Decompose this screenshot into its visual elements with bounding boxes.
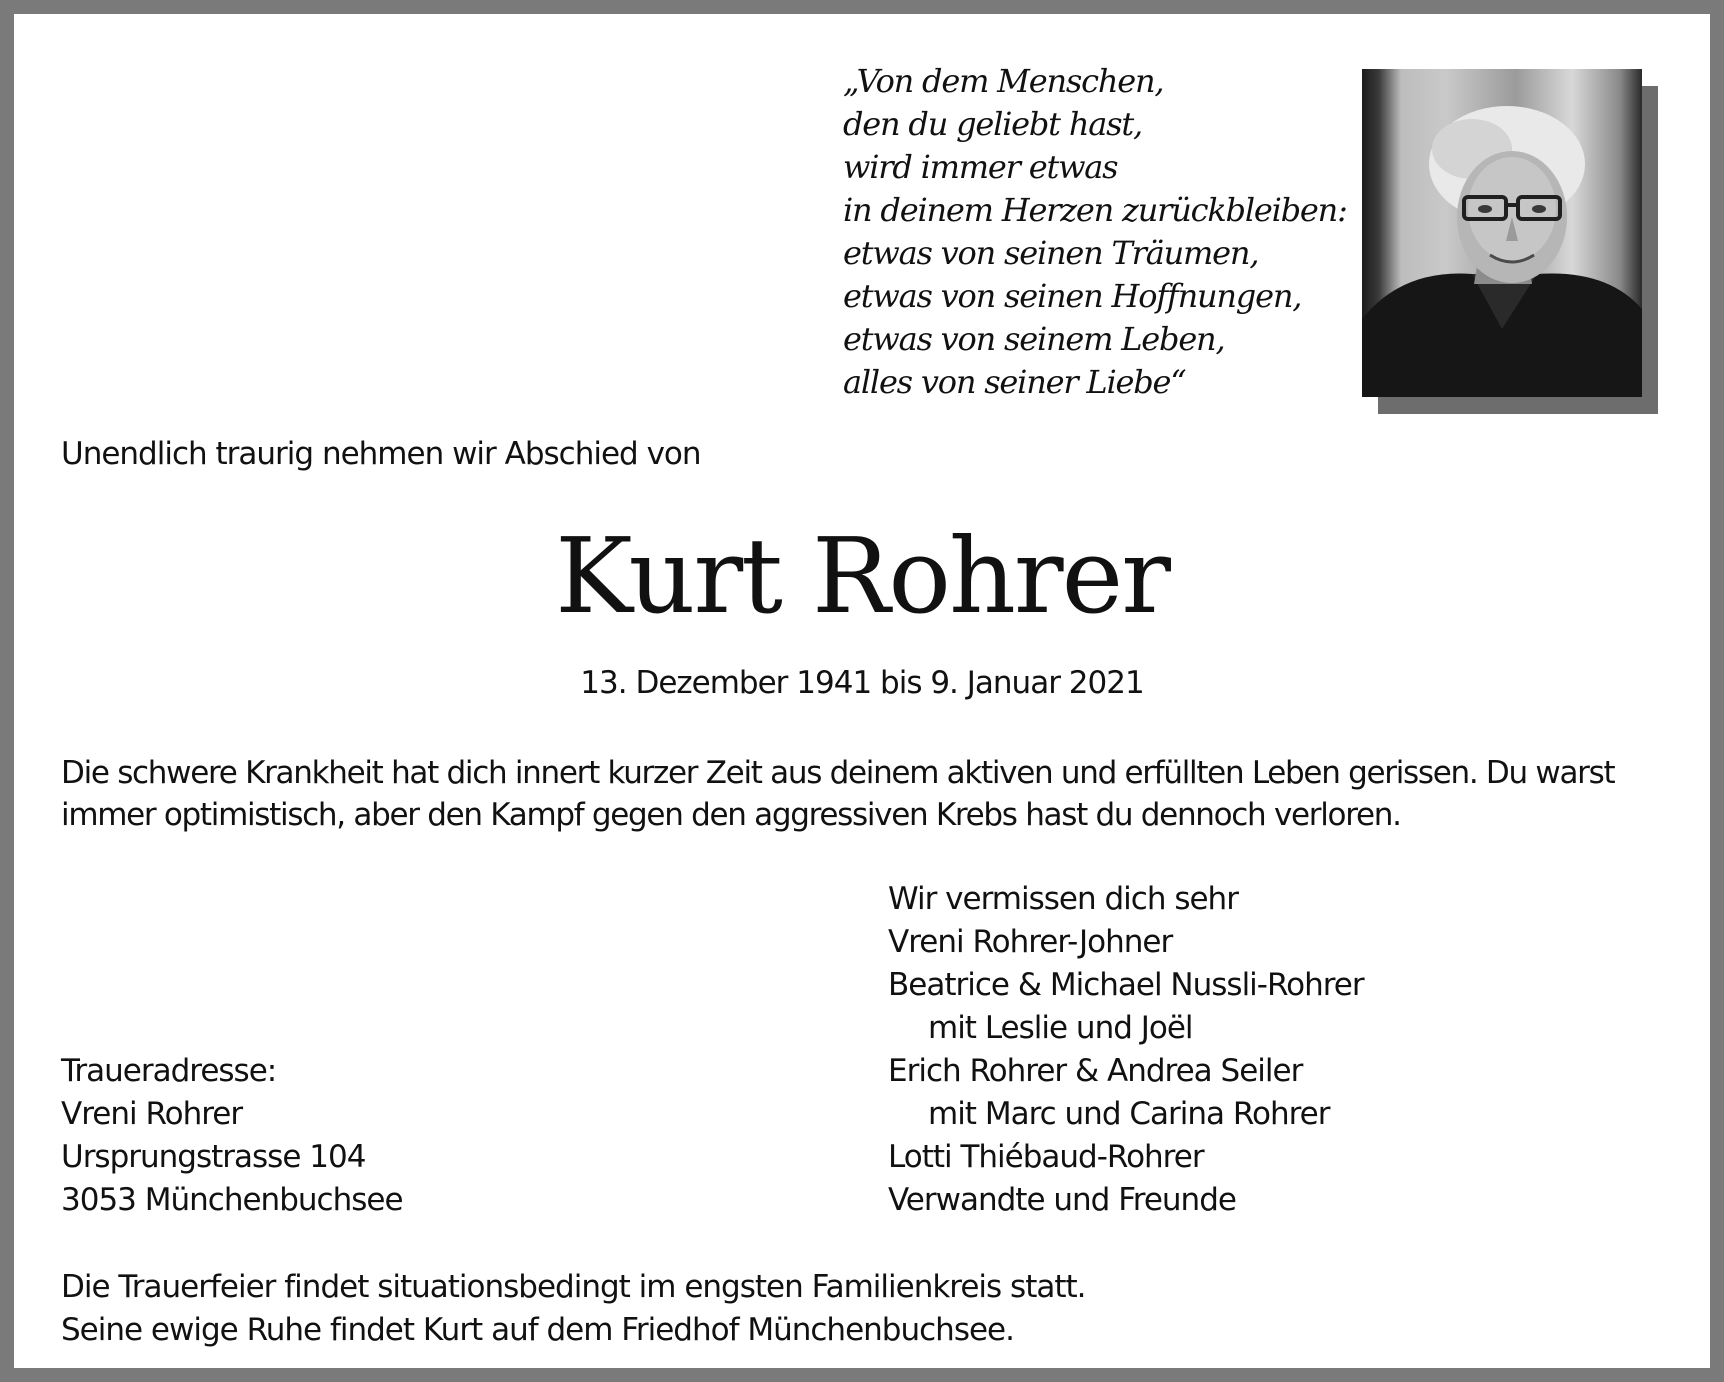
funeral-info	[61, 1266, 1086, 1352]
portrait-figure	[1362, 69, 1642, 397]
quote-line: etwas von seinem Leben,	[843, 320, 1225, 358]
life-dates: 13. Dezember 1941 bis 9. Januar 2021	[580, 665, 1144, 701]
quote-line: etwas von seinen Hoffnungen,	[843, 277, 1302, 315]
address-line: 3053 Münchenbuchsee	[61, 1182, 403, 1218]
intro-text: Unendlich traurig nehmen wir Abschied von	[61, 436, 701, 472]
tribute-paragraph	[61, 752, 1681, 836]
address-line: Traueradresse:	[61, 1053, 277, 1089]
portrait-photo	[1362, 69, 1642, 397]
quote-line: alles von seiner Liebe“	[843, 363, 1186, 401]
quote-line: „Von dem Menschen,	[843, 62, 1164, 100]
mourners-list	[888, 878, 1364, 1222]
deceased-name: Kurt Rohrer	[555, 515, 1169, 637]
address-line: Vreni Rohrer	[61, 1096, 243, 1132]
memorial-quote	[843, 60, 1347, 404]
mourner-line: mit Leslie und Joël	[928, 1010, 1193, 1046]
footer-line: Seine ewige Ruhe findet Kurt auf dem Friedhof Münchenbuchsee.	[61, 1312, 1014, 1348]
paragraph-line: Die schwere Krankheit hat dich innert kurzer Zeit aus deinem aktiven und erfüllten Leben gerissen. Du warst	[61, 755, 1615, 791]
mourner-line: mit Marc und Carina Rohrer	[928, 1096, 1330, 1132]
address-line: Ursprungstrasse 104	[61, 1139, 366, 1175]
footer-line: Die Trauerfeier findet situationsbedingt im engsten Familienkreis statt.	[61, 1269, 1086, 1305]
mourner-line: Vreni Rohrer-Johner	[888, 924, 1173, 960]
mourning-address	[61, 1050, 403, 1222]
quote-line: den du geliebt hast,	[843, 105, 1142, 143]
obituary-notice	[14, 14, 1710, 1368]
mourner-line: Beatrice & Michael Nussli-Rohrer	[888, 967, 1364, 1003]
quote-line: in deinem Herzen zurückbleiben:	[843, 191, 1347, 229]
mourner-line: Wir vermissen dich sehr	[888, 881, 1238, 917]
quote-line: etwas von seinen Träumen,	[843, 234, 1259, 272]
paragraph-line: immer optimistisch, aber den Kampf gegen den aggressiven Krebs hast du dennoch verloren.	[61, 797, 1401, 833]
mourner-line: Erich Rohrer & Andrea Seiler	[888, 1053, 1303, 1089]
quote-line: wird immer etwas	[843, 148, 1118, 186]
mourner-line: Verwandte und Freunde	[888, 1182, 1236, 1218]
mourner-line: Lotti Thiébaud-Rohrer	[888, 1139, 1204, 1175]
